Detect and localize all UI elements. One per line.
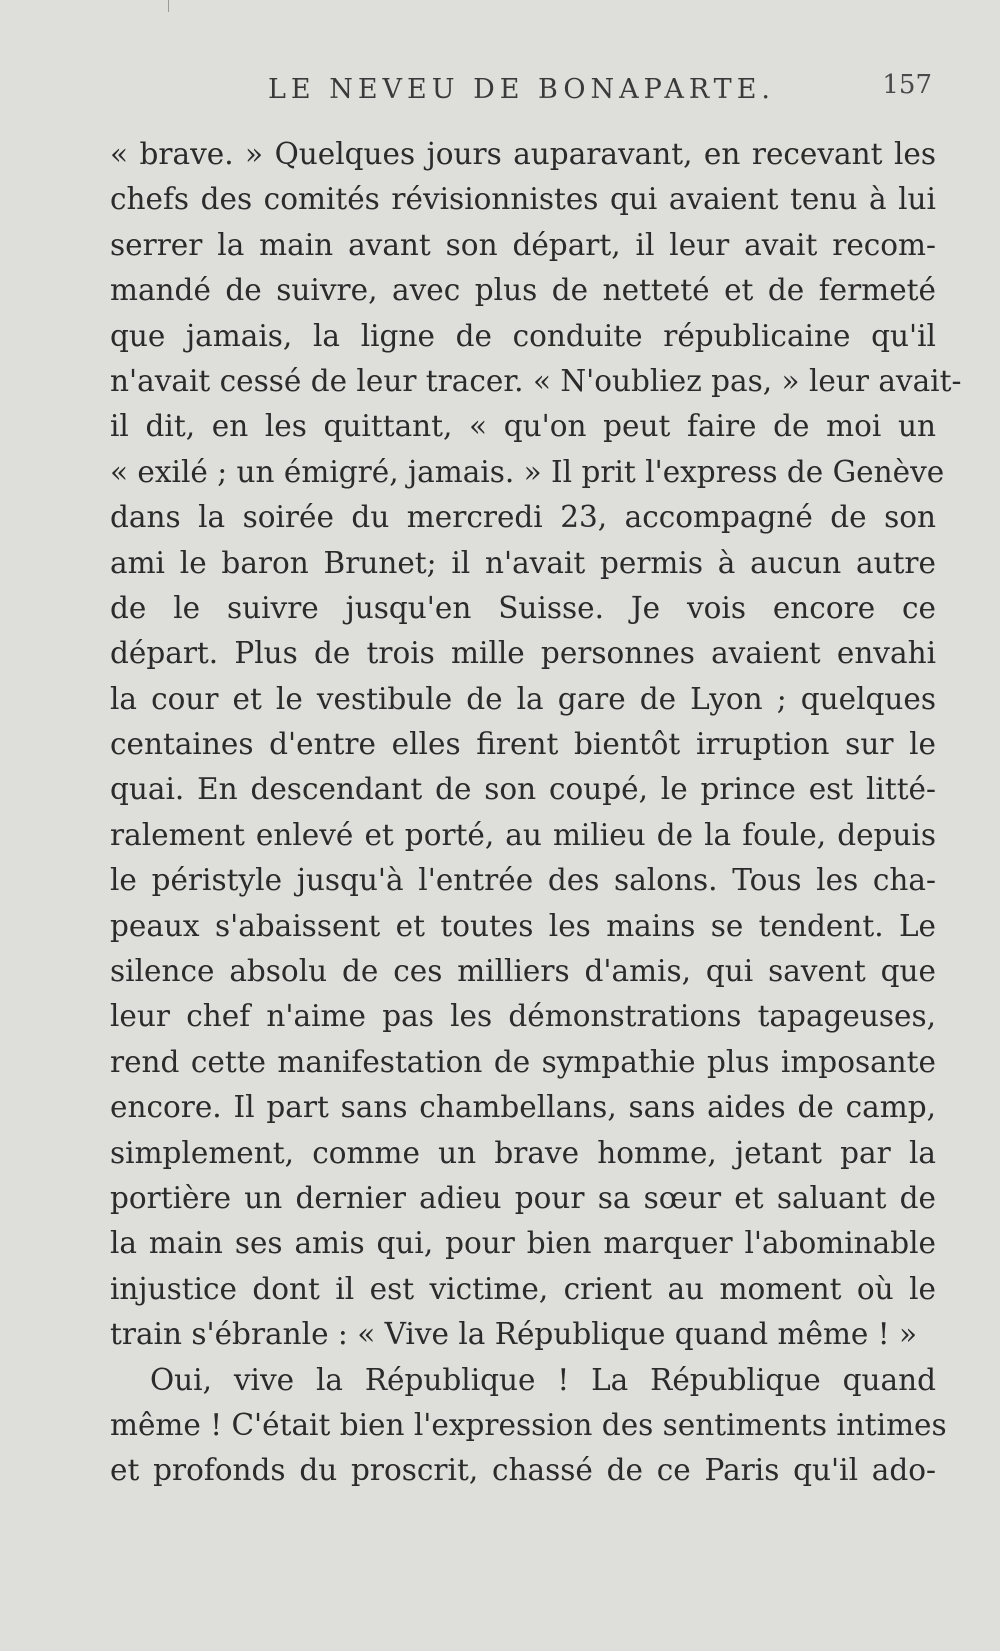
page-edge-mark [168,0,169,12]
text-line: centaines d'entre elles firent bientôt irruption sur le [110,727,936,762]
text-line: serrer la main avant son départ, il leur avait recom- [110,227,936,262]
text-line: portière un dernier adieu pour sa sœur et saluant de [110,1180,936,1215]
text-line: dans la soirée du mercredi 23, accompagné de son [110,500,936,535]
text-line: train s'ébranle : « Vive la République quand même ! » [110,1317,918,1352]
text-line: injustice dont il est victime, crient au moment où le [110,1271,936,1306]
text-line: de le suivre jusqu'en Suisse. Je vois encore ce [110,590,936,625]
text-line: ralement enlevé et porté, au milieu de la foule, depuis [110,817,936,852]
text-line: départ. Plus de trois mille personnes avaient envahi [110,636,936,671]
text-line: « brave. » Quelques jours auparavant, en recevant les [110,137,936,171]
text-line: le péristyle jusqu'à l'entrée des salons. Tous les cha- [110,863,936,898]
text-line: et profonds du proscrit, chassé de ce Paris qu'il ado- [110,1453,936,1488]
text-line: « exilé ; un émigré, jamais. » Il prit l'express de Genève [110,454,945,489]
text-line: quai. En descendant de son coupé, le prince est litté- [110,772,936,807]
page-number: 157 [882,70,932,100]
text-line: mandé de suivre, avec plus de netteté et de fermeté [110,273,936,308]
body-text [110,132,962,1494]
text-line: peaux s'abaissent et toutes les mains se tendent. Le [110,908,936,943]
running-title: LE NEVEU DE BONAPARTE. [268,74,775,105]
text-line: même ! C'était bien l'expression des sentiments intimes [110,1407,947,1442]
text-line: rend cette manifestation de sympathie plus imposante [110,1044,936,1079]
text-line: n'avait cessé de leur tracer. « N'oubliez pas, » leur avait- [110,363,962,398]
text-line: la main ses amis qui, pour bien marquer l'abominable [110,1226,936,1261]
text-line: il dit, en les quittant, « qu'on peut faire de moi un [110,409,936,444]
text-line: silence absolu de ces milliers d'amis, qui savent que [110,954,936,989]
text-line: chefs des comités révisionnistes qui avaient tenu à lui [110,182,936,217]
page-header [108,70,932,114]
text-line: que jamais, la ligne de conduite républicaine qu'il [110,318,936,353]
text-line: Oui, vive la République ! La République quand [150,1362,936,1397]
text-line: encore. Il part sans chambellans, sans aides de camp, [110,1090,936,1125]
text-line: la cour et le vestibule de la gare de Lyon ; quelques [110,681,936,716]
text-line: simplement, comme un brave homme, jetant par la [110,1135,936,1170]
text-line: ami le baron Brunet; il n'avait permis à aucun autre [110,545,936,580]
text-line: leur chef n'aime pas les démonstrations tapageuses, [110,999,936,1034]
